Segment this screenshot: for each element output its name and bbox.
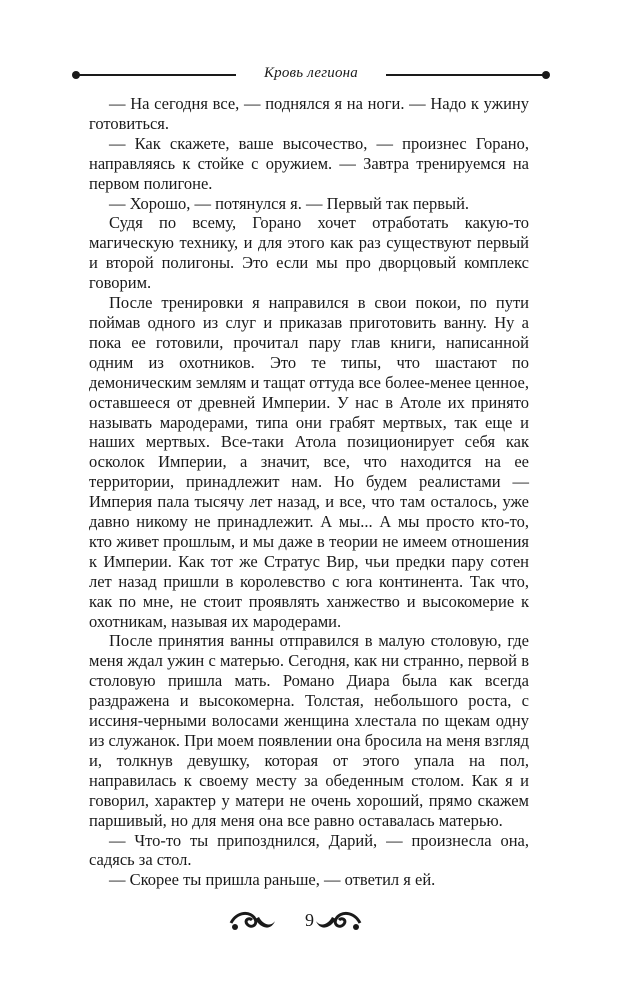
page-footer — [0, 905, 619, 945]
paragraph: После тренировки я направился в свои покои, по пути поймав одного из слуг и приказав приготовить ванну. Ну а пока ее готовили, прочитал пару глав книги, написанной одним из охотников. Это те типы, что шастают по демоническим землям и тащат оттуда все более-менее ценное, оставшееся от древней Империи. У нас в Атоле их принято называть мародерами, типа они грабят мертвых, так еще и наших мертвых. Все-таки Атола позиционирует себя как осколок Империи, а значит, все, что находится на ее территории, принадлежит нам. Но будем реалистами — Империя пала тысячу лет назад, и все, что там осталось, уже давно никому не принадлежит. А мы... А мы просто кто-то, кто живет прошлым, и мы даже в теории не имеем отношения к Империи. Как тот же Стратус Вир, чьи предки пару сотен лет назад пришли в королевство с юга континента. Так что, как по мне, не стоит проявлять ханжество и высокомерие к охотникам, называя их мародерами. — [89, 293, 529, 631]
paragraph: Судя по всему, Горано хочет отработать какую-то магическую технику, и для этого как раз существуют первый и второй полигоны. Это если мы про дворцовый комплекс говорим. — [89, 213, 529, 293]
paragraph: — Хорошо, — потянулся я. — Первый так первый. — [109, 193, 470, 213]
running-title: Кровь легиона — [263, 65, 358, 81]
paragraph: — На сегодня все, — поднялся я на ноги. — Надо к ужину готовиться. — [89, 94, 529, 133]
header-rule-right — [386, 74, 546, 76]
paragraph: — Что-то ты припозднился, Дарий, — произнесла она, садясь за стол. — [89, 830, 529, 870]
page-number: 9 — [305, 910, 314, 930]
flourish-right-icon — [314, 909, 362, 935]
paragraph: — Как скажете, ваше высочество, — произнес Горано, направляясь к стойке с оружием. — Завтра тренируемся на первом полигоне. — [89, 133, 529, 193]
paragraph: После принятия ванны отправился в малую столовую, где меня ждал ужин с матерью. Сегодня, как ни странно, первой в столовую пришла мать. Романо Диара была как всегда раздражена и высокомерна. Толстая, небольшого роста, с иссиня-черными волосами женщина хлестала по щекам одну из служанок. При моем появлении она бросила на меня взгляд и, толкнув девушку, которая от этого упала на пол, направилась к своему месту за обеденным столом. Как я и говорил, характер у матери не очень хороший, прямо скажем паршивый, но для меня она все равно оставалась матерью. — [89, 631, 529, 830]
running-header — [72, 64, 550, 86]
paragraph: — Скорее ты пришла раньше, — ответил я ей. — [109, 870, 436, 890]
body-text — [89, 94, 529, 890]
header-dot-right — [542, 71, 550, 79]
